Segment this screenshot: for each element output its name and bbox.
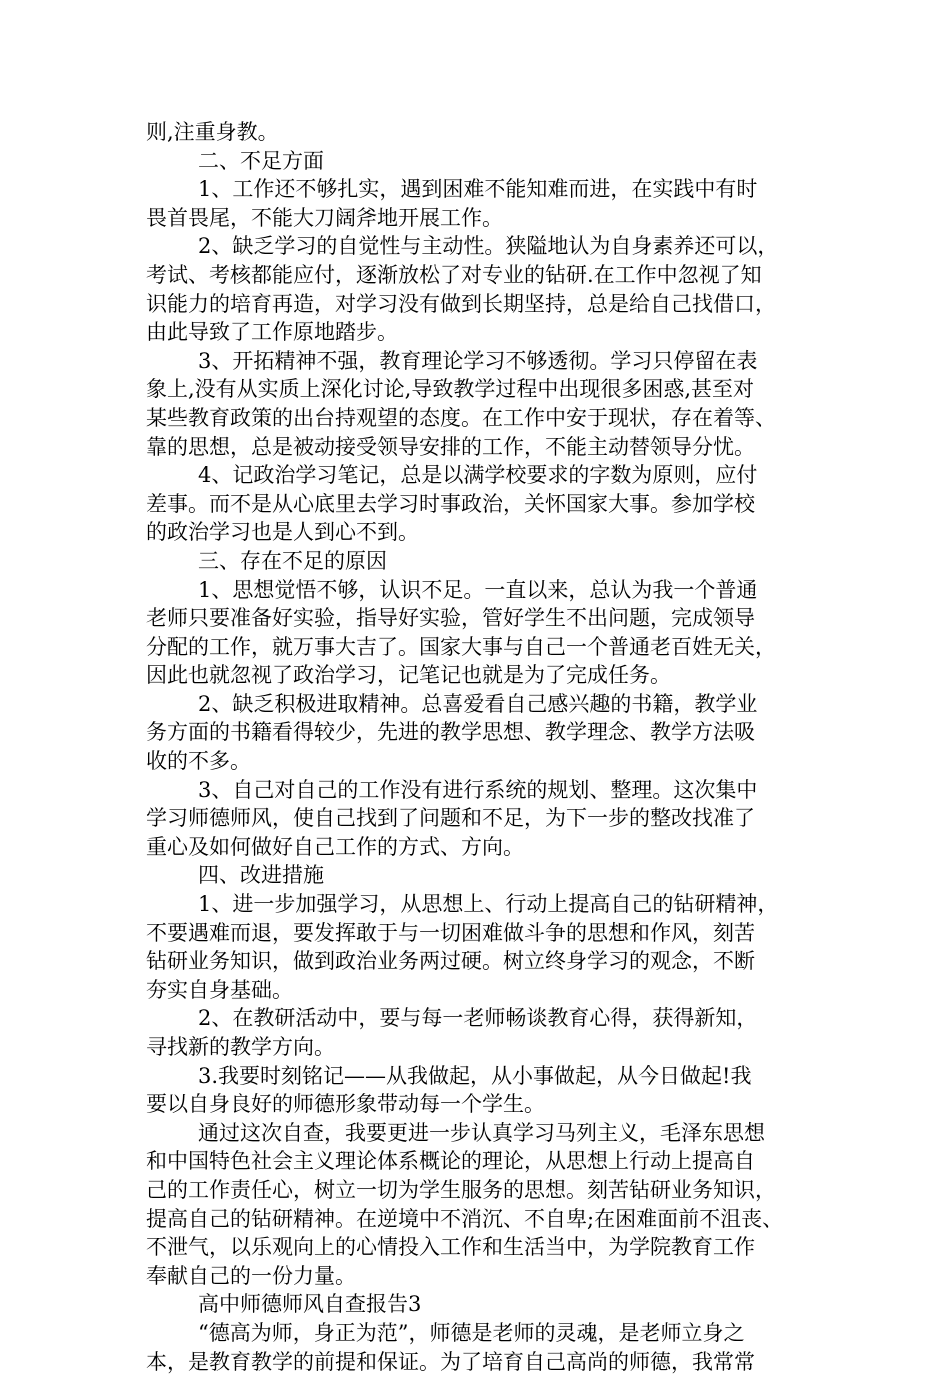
text-line: 学习师德师风，使自己找到了问题和不足，为下一步的整改找准了 bbox=[146, 806, 755, 831]
text-line: 1、进一步加强学习，从思想上、行动上提高自己的钻研精神， bbox=[198, 892, 779, 917]
text-line: 寻找新的教学方向。 bbox=[146, 1035, 335, 1059]
text-line: “德高为师，身正为范”，师德是老师的灵魂，是老师立身之 bbox=[198, 1320, 745, 1345]
text-line: 收的不多。 bbox=[146, 749, 251, 774]
text-line: 高中师德师风自查报告3 bbox=[198, 1292, 422, 1317]
text-line: 己的工作责任心，树立一切为学生服务的思想。刻苦钻研业务知识， bbox=[146, 1177, 776, 1202]
text-line: 靠的思想，总是被动接受领导安排的工作，不能主动替领导分忧。 bbox=[146, 434, 755, 459]
text-line: 某些教育政策的出台持观望的态度。在工作中安于现状，存在着等、 bbox=[146, 405, 776, 430]
text-line: 通过这次自查，我要更进一步认真学习马列主义，毛泽东思想 bbox=[198, 1120, 765, 1145]
text-line: 夯实自身基础。 bbox=[146, 977, 293, 1002]
text-line: 考试、考核都能应付，逐渐放松了对专业的钻研.在工作中忽视了知 bbox=[146, 262, 762, 287]
text-line: 本，是教育教学的前提和保证。为了培育自己高尚的师德，我常常 bbox=[146, 1349, 755, 1374]
text-line: 分配的工作，就万事大吉了。国家大事与自己一个普通老百姓无关， bbox=[146, 634, 776, 659]
text-line: 畏首畏尾，不能大刀阔斧地开展工作。 bbox=[146, 205, 503, 230]
text-line: 提高自己的钻研精神。在逆境中不消沉、不自卑;在困难面前不沮丧、 bbox=[146, 1206, 784, 1231]
text-line: 4、记政治学习笔记，总是以满学校要求的字数为原则，应付 bbox=[198, 463, 758, 488]
text-line: 重心及如何做好自己工作的方式、方向。 bbox=[146, 834, 524, 859]
text-line: 1、思想觉悟不够，认识不足。一直以来，总认为我一个普通 bbox=[198, 577, 758, 602]
text-line: 3、自己对自己的工作没有进行系统的规划、整理。这次集中 bbox=[198, 777, 758, 802]
text-line: 差事。而不是从心底里去学习时事政治，关怀国家大事。参加学校 bbox=[146, 491, 755, 516]
text-line: 3.我要时刻铭记——从我做起，从小事做起，从今日做起!我 bbox=[198, 1063, 752, 1088]
text-line: 识能力的培育再造，对学习没有做到长期坚持，总是给自己找借口， bbox=[146, 291, 776, 316]
text-line: 二、不足方面 bbox=[198, 148, 324, 173]
text-line: 奉献自己的一份力量。 bbox=[146, 1263, 356, 1288]
text-line: 2、缺乏学习的自觉性与主动性。狭隘地认为自身素养还可以， bbox=[198, 234, 779, 259]
text-line: 四、改进措施 bbox=[198, 863, 324, 888]
document-body bbox=[146, 118, 828, 1376]
text-line: 1、工作还不够扎实，遇到困难不能知难而进，在实践中有时 bbox=[198, 177, 758, 202]
text-line: 不要遇难而退，要发挥敢于与一切困难做斗争的思想和作风，刻苦 bbox=[146, 920, 755, 945]
text-line: 由此导致了工作原地踏步。 bbox=[146, 320, 398, 345]
text-line: 则,注重身教。 bbox=[146, 120, 279, 144]
text-line: 钻研业务知识，做到政治业务两过硬。树立终身学习的观念，不断 bbox=[146, 949, 755, 974]
text-line: 2、缺乏积极进取精神。总喜爱看自己感兴趣的书籍，教学业 bbox=[198, 691, 758, 716]
text-line: 不泄气，以乐观向上的心情投入工作和生活当中，为学院教育工作 bbox=[146, 1235, 755, 1260]
text-line: 和中国特色社会主义理论体系概论的理论，从思想上行动上提高自 bbox=[146, 1149, 755, 1174]
text-line: 务方面的书籍看得较少，先进的教学思想、教学理念、教学方法吸 bbox=[146, 720, 755, 745]
text-line: 2、在教研活动中，要与每一老师畅谈教育心得，获得新知， bbox=[198, 1006, 758, 1031]
text-line: 三、存在不足的原因 bbox=[198, 548, 387, 573]
text-line: 象上,没有从实质上深化讨论,导致教学过程中出现很多困惑,甚至对 bbox=[146, 377, 755, 402]
text-line: 因此也就忽视了政治学习，记笔记也就是为了完成任务。 bbox=[146, 663, 671, 688]
text-line: 3、开拓精神不强，教育理论学习不够透彻。学习只停留在表 bbox=[198, 348, 758, 373]
text-line: 要以自身良好的师德形象带动每一个学生。 bbox=[146, 1092, 545, 1117]
text-line: 老师只要准备好实验，指导好实验，管好学生不出问题，完成领导 bbox=[146, 606, 755, 631]
text-line: 的政治学习也是人到心不到。 bbox=[146, 520, 419, 545]
